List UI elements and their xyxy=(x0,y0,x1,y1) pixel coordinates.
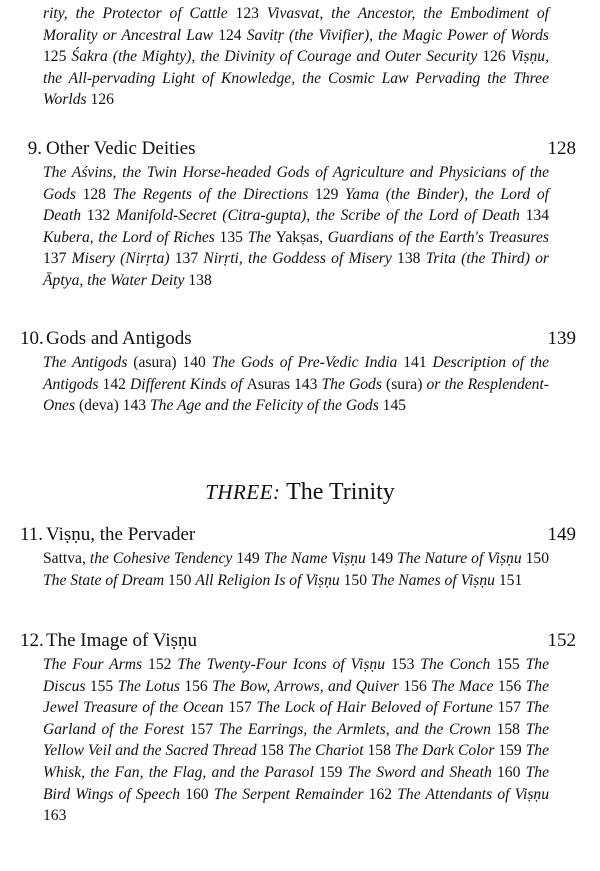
entry-title-text: Vivasvat, the Ancestor, the Embodiment of Morality or Ancestral Law xyxy=(43,5,549,44)
entry-title-text: The State of Dream xyxy=(43,571,169,589)
chapter-heading xyxy=(20,628,576,654)
chapter-title: The Image of Viṣṇu xyxy=(46,630,197,651)
entry-title-text: The Regents of the Directions xyxy=(112,185,315,203)
entry-title-text: Yama (the Binder), the Lord of Death xyxy=(43,185,549,225)
entry-page-text: 123 xyxy=(235,5,267,22)
entry-page-text: 151 xyxy=(498,571,523,589)
entry-title-text: The Gods xyxy=(321,375,387,393)
chapter-12 xyxy=(0,628,576,827)
entry-page-text: 152 xyxy=(148,656,178,673)
entry-paragraph xyxy=(43,548,549,591)
entry-page-text: 153 xyxy=(390,656,421,673)
chapter-page-number: 128 xyxy=(547,138,576,159)
entry-title-text: the Cohesive Tendency xyxy=(89,550,237,567)
entry-title-text: or the Resplendent-Ones xyxy=(43,375,549,415)
entry-page-text: 135 xyxy=(219,228,248,246)
entry-page-text: 162 xyxy=(368,785,398,803)
entry-paragraph xyxy=(43,654,549,827)
entry-title-text: The Bird Wings of Speech xyxy=(43,763,549,803)
entry-title-text: The Earrings, the Armlets, and the Crown xyxy=(218,720,497,738)
entry-page-text: 160 xyxy=(496,763,526,781)
entry-page-text: 156 xyxy=(184,677,213,695)
entry-page-text: 132 xyxy=(86,207,116,225)
entry-page-text: 159 xyxy=(498,742,526,760)
entry-page-text: 163 xyxy=(43,807,67,825)
entry-page-text: (deva) 143 xyxy=(78,397,150,415)
entry-page-text: 138 xyxy=(397,250,426,268)
entry-paragraph xyxy=(43,352,549,417)
entry-page-text: 149 xyxy=(236,550,264,567)
entry-page-text: 138 xyxy=(188,271,212,289)
entry-page-text: 155 xyxy=(496,656,526,673)
entry-title-text: The Sword and Sheath xyxy=(347,763,497,781)
entry-title-text: The Jewel Treasure of the Ocean xyxy=(43,677,549,717)
entry-title-text: Manifold-Secret (Citra-gupta), the Scribe of the Lord of Death xyxy=(115,207,526,225)
entry-title-text: Description of the Antigods xyxy=(43,354,549,393)
chapter-11 xyxy=(0,522,576,591)
entry-page-text: 150 xyxy=(168,571,196,589)
chapter-9 xyxy=(0,136,576,292)
entry-title-text: The Serpent Remainder xyxy=(213,785,369,803)
entry-page-text: 137 xyxy=(174,250,204,268)
chapter-number: 9. xyxy=(27,138,42,159)
entry-title-text: Viṣṇu, the All-pervading Light of Knowledge, the Cosmic Law Pervading the Three Worlds xyxy=(43,48,549,109)
chapter-title: Gods and Antigods xyxy=(46,328,192,349)
entry-title-text: Śakra (the Mighty), the Divinity of Courage and Outer Security xyxy=(71,48,483,66)
entry-title-text: The Discus xyxy=(43,656,549,695)
entry-title-text: Different Kinds of xyxy=(130,375,247,393)
entry-page-text: 156 xyxy=(403,677,432,695)
chapter-heading xyxy=(20,326,576,352)
part-number: THREE: xyxy=(205,480,281,504)
entry-title-text: The Antigods xyxy=(43,354,134,371)
entry-title-text: The Garland of the Forest xyxy=(43,699,549,738)
entry-page-text: 126 xyxy=(482,48,511,66)
entry-title-text: Misery (Nirṛta) xyxy=(71,250,175,268)
chapter-number: 12. xyxy=(20,630,44,651)
entry-title-text: The Age and the Felicity of the Gods xyxy=(149,397,383,415)
chapter-page-number: 149 xyxy=(547,524,576,545)
entry-page-text: 157 xyxy=(189,720,219,738)
entry-page-text: (sura) xyxy=(386,375,427,393)
entry-title-text: The Attendants of Viṣṇu xyxy=(397,785,550,803)
chapter-heading xyxy=(20,136,576,162)
entry-title-text: The Lock of Hair Beloved of Fortune xyxy=(256,699,498,717)
entry-page-text: 124 xyxy=(218,26,247,44)
entry-title-text: The Chariot xyxy=(287,742,368,760)
entry-title-text: The Nature of Viṣṇu xyxy=(397,550,526,567)
intro-entries xyxy=(43,3,549,111)
entry-page-text: Sattva, xyxy=(43,550,90,567)
entry-page-text: 126 xyxy=(90,91,114,109)
chapter-page-number: 152 xyxy=(547,630,576,651)
entry-title-text: The Dark Color xyxy=(394,742,499,760)
chapter-entries xyxy=(43,548,549,591)
entry-title-text: The xyxy=(247,228,276,246)
entry-title-text: The Mace xyxy=(431,677,498,695)
entry-title-text: Guardians of the Earth's Treasures xyxy=(327,228,549,246)
chapter-10 xyxy=(0,326,576,417)
entry-title-text: The Gods of Pre-Vedic India xyxy=(211,354,404,371)
entry-page-text: Asuras 143 xyxy=(246,375,322,393)
entry-title-text: The Names of Viṣṇu xyxy=(370,571,499,589)
entry-page-text: 159 xyxy=(319,763,348,781)
entry-title-text: The Whisk, the Fan, the Flag, and the Parasol xyxy=(43,742,549,781)
entry-page-text: 134 xyxy=(525,207,549,225)
entry-title-text: The Bow, Arrows, and Quiver xyxy=(212,677,404,695)
entry-title-text: The Four Arms xyxy=(43,656,149,673)
chapter-entries xyxy=(43,654,549,827)
entry-title-text: Kubera, the Lord of Riches xyxy=(43,228,220,246)
entry-page-text: 128 xyxy=(82,185,113,203)
entry-page-text: 150 xyxy=(343,571,371,589)
chapter-entries xyxy=(43,352,549,417)
entry-page-text: 158 xyxy=(496,720,526,738)
entry-page-text: 157 xyxy=(497,699,526,717)
entry-page-text: 137 xyxy=(43,250,72,268)
entry-title-text: rity, the Protector of Cattle xyxy=(43,5,236,22)
entry-page-text: 160 xyxy=(185,785,214,803)
entry-title-text: Nirṛti, the Goddess of Misery xyxy=(203,250,398,268)
entry-title-text: The Yellow Veil and the Sacred Thread xyxy=(43,720,549,760)
entry-page-text: 129 xyxy=(314,185,345,203)
entry-page-text: 125 xyxy=(43,48,72,66)
entry-page-text: 158 xyxy=(260,742,288,760)
part-heading xyxy=(0,477,600,507)
entry-page-text: Yakṣas, xyxy=(275,228,328,246)
entry-title-text: All Religion Is of Viṣṇu xyxy=(195,571,344,589)
entry-page-text: 155 xyxy=(89,677,118,695)
chapter-title: Other Vedic Deities xyxy=(46,138,196,159)
chapter-title: Viṣṇu, the Pervader xyxy=(46,524,196,545)
entry-page-text: 158 xyxy=(367,742,395,760)
entry-paragraph xyxy=(43,162,549,292)
entry-page-text: 150 xyxy=(525,550,550,567)
entry-title-text: Trita (the Third) or Āptya, the Water Deity xyxy=(43,250,549,289)
entry-paragraph xyxy=(43,3,549,111)
chapter-entries xyxy=(43,162,549,292)
entry-page-text: (asura) 140 xyxy=(133,354,212,371)
entry-page-text: 157 xyxy=(228,699,257,717)
entry-title-text: The Name Viṣṇu xyxy=(263,550,370,567)
entry-title-text: The Twenty-Four Icons of Viṣṇu xyxy=(177,656,391,673)
part-title: The Trinity xyxy=(286,479,395,505)
entry-title-text: Savitṛ (the Vivifier), the Magic Power of Words xyxy=(246,26,550,44)
entry-page-text: 142 xyxy=(102,375,131,393)
entry-page-text: 141 xyxy=(403,354,433,371)
entry-title-text: The Lotus xyxy=(117,677,185,695)
entry-page-text: 149 xyxy=(369,550,398,567)
chapter-heading xyxy=(20,522,576,548)
entry-page-text: 156 xyxy=(497,677,526,695)
chapter-page-number: 139 xyxy=(547,328,576,349)
chapter-number: 10. xyxy=(20,328,44,349)
entry-title-text: The Conch xyxy=(420,656,497,673)
entry-title-text: The Aśvins, the Twin Horse-headed Gods of Agriculture and Physicians of the Gods xyxy=(43,164,549,203)
chapter-number: 11. xyxy=(20,524,44,545)
entry-page-text: 145 xyxy=(382,397,407,415)
